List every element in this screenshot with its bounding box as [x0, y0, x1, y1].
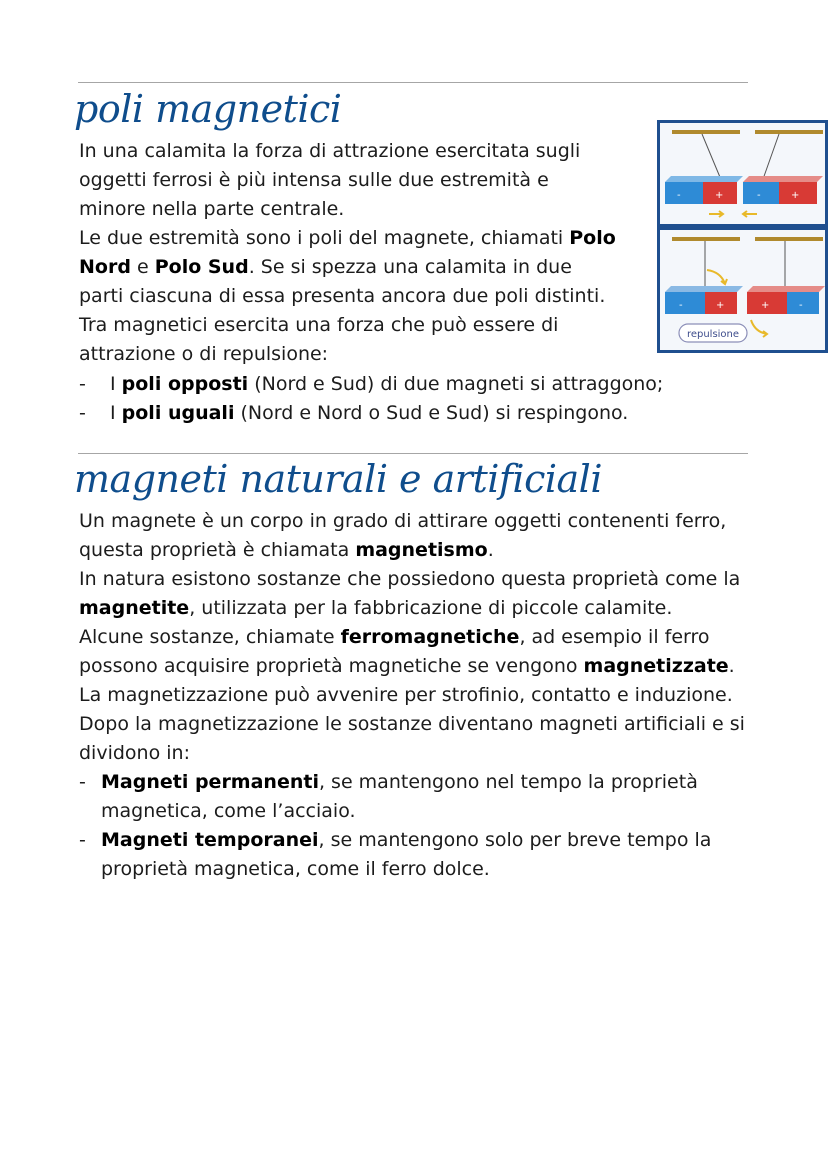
dash-bullet: -	[79, 771, 86, 793]
dash-bullet: -	[79, 829, 86, 851]
section-divider-middle	[78, 453, 748, 454]
section-title-magneti: magneti naturali e artificiali	[74, 457, 602, 501]
text-run: , ad esempio il ferro possono acquisire proprietà magnetiche se vengono	[79, 626, 710, 677]
bold-term: magnetite	[79, 597, 190, 619]
paragraph	[79, 224, 619, 369]
poles-list	[79, 370, 679, 428]
text-run: , se mantengono nel tempo la proprietà magnetica, come l’acciaio.	[101, 771, 698, 822]
repulsion-label: repulsione	[686, 329, 740, 340]
bold-term: magnetismo	[355, 539, 488, 561]
plus-label: +	[791, 190, 800, 201]
list-item	[79, 768, 759, 826]
minus-label: -	[679, 300, 683, 311]
text-run: , utilizzata per la fabbricazione di piccole calamite.	[189, 597, 673, 619]
paragraph: In una calamita la forza di attrazione esercitata sugli oggetti ferrosi è più intensa sulle due estremità e minore nella parte centrale.	[79, 140, 581, 220]
text-run: Alcune sostanze, chiamate	[79, 626, 341, 648]
section2-body	[79, 507, 759, 884]
text-run: Le due estremità sono i poli del magnete, chiamati	[79, 227, 570, 249]
text-run: e	[130, 256, 155, 278]
text-run: I	[110, 373, 122, 395]
plus-label: +	[715, 190, 724, 201]
section-divider-top	[78, 82, 748, 83]
minus-label: -	[677, 190, 681, 201]
text-run: .	[487, 539, 494, 561]
paragraph: La magnetizzazione può avvenire per strofinio, contatto e induzione.	[79, 684, 733, 706]
text-run: .	[728, 655, 735, 677]
bold-term: ferromagnetiche	[340, 626, 520, 648]
section1-body	[79, 137, 619, 369]
text-run: , se mantengono solo per breve tempo la proprietà magnetica, come il ferro dolce.	[101, 829, 712, 880]
paragraph	[79, 623, 759, 681]
text-run: Un magnete è un corpo in grado di attirare oggetti contenenti ferro, questa proprietà è chiamata	[79, 510, 727, 561]
bold-term: poli opposti	[121, 373, 249, 395]
magnets-figure	[657, 120, 828, 353]
text-run: I	[110, 402, 122, 424]
text-run: (Nord e Sud) di due magneti si attraggono;	[248, 373, 664, 395]
bold-term: poli uguali	[121, 402, 235, 424]
text-run: In natura esistono sostanze che possiedono questa proprietà come la	[79, 568, 741, 590]
minus-label: -	[757, 190, 761, 201]
list-item	[79, 399, 679, 428]
paragraph: Dopo la magnetizzazione le sostanze diventano magneti artificiali e si dividono in:	[79, 713, 745, 764]
plus-label: +	[716, 300, 725, 311]
repulsion-panel	[659, 229, 827, 352]
bold-term: Magneti permanenti	[101, 771, 319, 793]
dash-bullet: -	[79, 402, 86, 424]
list-item	[79, 370, 679, 399]
bold-term: magnetizzate	[583, 655, 729, 677]
paragraph	[79, 507, 759, 565]
plus-label: +	[761, 300, 770, 311]
magnet-types-list	[79, 768, 759, 884]
section-title-poli-magnetici: poli magnetici	[74, 87, 342, 131]
bold-term: Magneti temporanei	[101, 829, 319, 851]
attraction-panel	[659, 122, 827, 226]
paragraph	[79, 565, 759, 623]
bold-term: Polo Nord	[79, 227, 616, 278]
text-run: . Se si spezza una calamita in due parti ciascuna di essa presenta ancora due poli distinti. Tra magnetici esercita una forza che può essere di attrazione o di repulsione:	[79, 256, 606, 365]
list-item	[79, 826, 759, 884]
bold-term: Polo Sud	[154, 256, 249, 278]
minus-label: -	[799, 300, 803, 311]
dash-bullet: -	[79, 373, 86, 395]
text-run: (Nord e Nord o Sud e Sud) si respingono.	[234, 402, 629, 424]
